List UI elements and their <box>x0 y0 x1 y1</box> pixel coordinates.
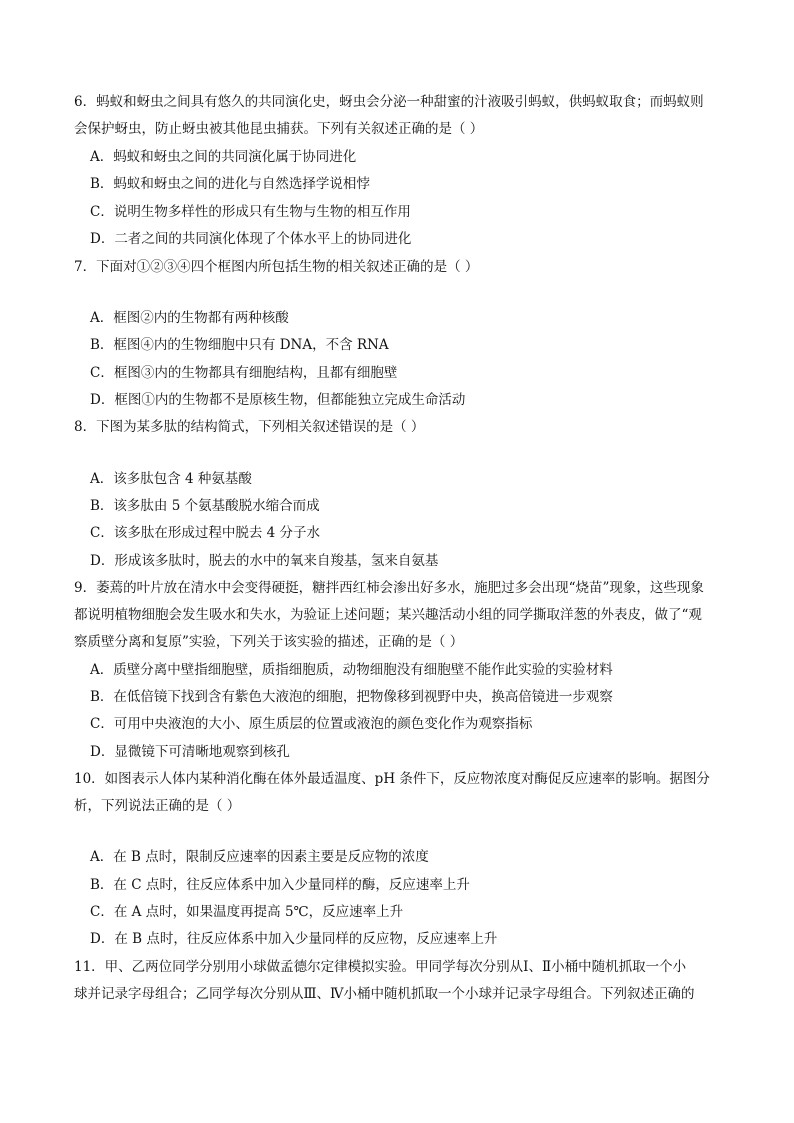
question-stem-line: 10．如图表示人体内某种消化酶在体外最适温度、pH 条件下，反应物浓度对酶促反应速率的影响。据图分 <box>74 771 710 787</box>
option-c: C．可用中央液泡的大小、原生质层的位置或液泡的颜色变化作为观察指标 <box>90 716 533 732</box>
question-stem-line: 11．甲、乙两位同学分别用小球做孟德尔定律模拟实验。甲同学每次分别从Ⅰ、Ⅱ小桶中随机抓取一个小 <box>74 959 687 975</box>
option-c: C．该多肽在形成过程中脱去 4 分子水 <box>90 525 321 541</box>
option-a: A．质壁分离中壁指细胞壁，质指细胞质，动物细胞没有细胞壁不能作此实验的实验材料 <box>90 662 613 678</box>
question-stem-line: 都说明植物细胞会发生吸水和失水，为验证上述问题；某兴趣活动小组的同学撕取洋葱的外表皮，做了“观 <box>74 607 702 623</box>
option-d: D．框图①内的生物都不是原核生物，但都能独立完成生命活动 <box>90 392 466 408</box>
option-d: D．形成该多肽时，脱去的水中的氧来自羧基，氢来自氨基 <box>90 553 439 569</box>
question-stem-line: 7．下面对①②③④四个框图内所包括生物的相关叙述正确的是（ ） <box>74 259 479 275</box>
option-d: D．二者之间的共同演化体现了个体水平上的协同进化 <box>90 231 412 247</box>
option-d: D．显微镜下可清晰地观察到核孔 <box>90 744 290 760</box>
option-b: B．在 C 点时，往反应体系中加入少量同样的酶，反应速率上升 <box>90 877 470 893</box>
option-b: B．在低倍镜下找到含有紫色大液泡的细胞，把物像移到视野中央，换高倍镜进一步观察 <box>90 689 613 705</box>
question-stem-line: 8．下图为某多肽的结构简式，下列相关叙述错误的是（ ） <box>74 419 425 435</box>
option-b: B．蚂蚁和蚜虫之间的进化与自然选择学说相悖 <box>90 176 370 192</box>
option-b: B．框图④内的生物细胞中只有 DNA，不含 RNA <box>90 337 389 353</box>
option-b: B．该多肽由 5 个氨基酸脱水缩合而成 <box>90 498 320 514</box>
option-c: C．说明生物多样性的形成只有生物与生物的相互作用 <box>90 204 411 220</box>
option-a: A．框图②内的生物都有两种核酸 <box>90 310 289 326</box>
option-d: D．在 B 点时，往反应体系中加入少量同样的反应物，反应速率上升 <box>90 931 498 947</box>
option-a: A．该多肽包含 4 种氨基酸 <box>90 471 252 487</box>
option-a: A．蚂蚁和蚜虫之间的共同演化属于协同进化 <box>90 149 357 165</box>
question-stem-line: 察质壁分离和复原”实验，下列关于该实验的描述，正确的是（ ） <box>74 634 464 650</box>
question-stem-line: 会保护蚜虫，防止蚜虫被其他昆虫捕获。下列有关叙述正确的是（ ） <box>74 121 484 137</box>
question-stem-line: 析，下列说法正确的是（ ） <box>74 798 241 814</box>
option-c: C．在 A 点时，如果温度再提高 5℃，反应速率上升 <box>90 904 404 920</box>
question-stem-line: 9．萎蔫的叶片放在清水中会变得硬挺，糖拌西红柿会渗出好多水，施肥过多会出现“烧苗”现象，这些现象 <box>74 580 704 596</box>
question-stem-line: 6．蚂蚁和蚜虫之间具有悠久的共同演化史，蚜虫会分泌一种甜蜜的汁液吸引蚂蚁，供蚂蚁取食；而蚂蚁则 <box>74 94 704 110</box>
option-c: C．框图③内的生物都具有细胞结构，且都有细胞壁 <box>90 365 398 381</box>
question-stem-line: 球并记录字母组合；乙同学每次分别从Ⅲ、Ⅳ小桶中随机抓取一个小球并记录字母组合。下列叙述正确的 <box>74 986 695 1002</box>
option-a: A．在 B 点时，限制反应速率的因素主要是反应物的浓度 <box>90 849 429 865</box>
